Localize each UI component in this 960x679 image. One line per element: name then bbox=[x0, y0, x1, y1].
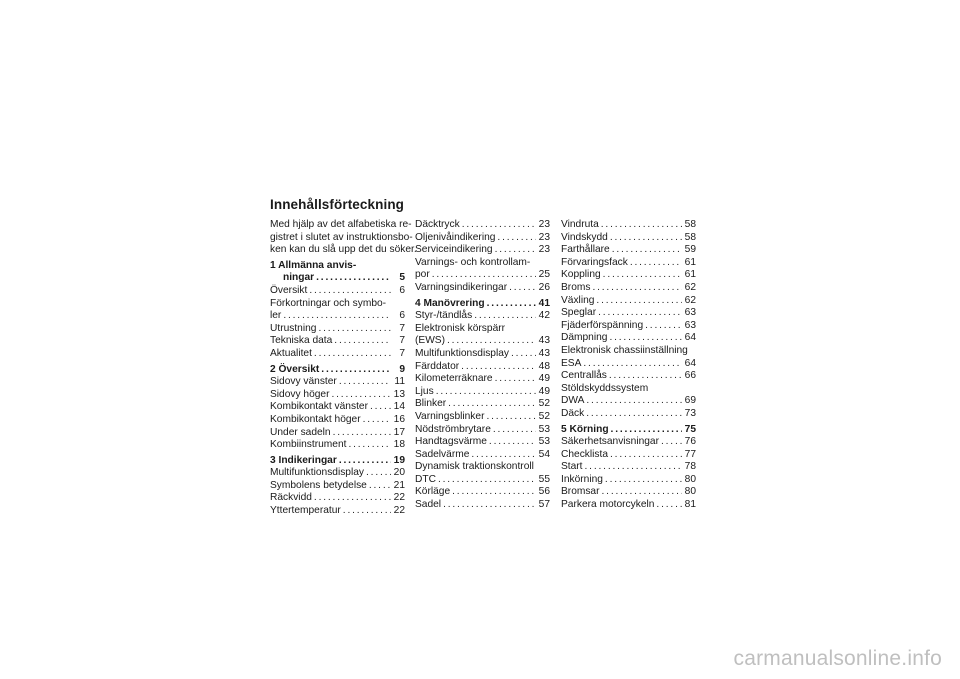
toc-entry[interactable] bbox=[561, 332, 696, 345]
toc-entry[interactable] bbox=[270, 401, 405, 414]
toc-entry[interactable] bbox=[415, 348, 550, 361]
toc-entry[interactable] bbox=[415, 244, 550, 257]
dot-leader bbox=[314, 348, 391, 361]
dot-leader bbox=[609, 370, 682, 383]
toc-entry[interactable] bbox=[561, 486, 696, 499]
toc-entry-title-line: Varnings- och kontrollam- bbox=[415, 256, 531, 268]
page-number: 23 bbox=[538, 231, 550, 243]
toc-entry-title: Färddator bbox=[415, 360, 460, 372]
toc-entry-title: Kilometerräknare bbox=[415, 373, 493, 385]
site-watermark: carmanualsonline.info bbox=[733, 647, 942, 670]
dot-leader bbox=[605, 474, 682, 487]
toc-entry[interactable] bbox=[270, 335, 405, 348]
toc-entry-title: Däck bbox=[561, 407, 585, 419]
toc-entry-title: ESA bbox=[561, 357, 582, 369]
dot-leader bbox=[610, 232, 682, 245]
toc-entry-title: Multifunktionsdisplay bbox=[270, 467, 364, 479]
toc-entry[interactable] bbox=[561, 282, 696, 295]
page-number: 53 bbox=[538, 423, 550, 435]
toc-entry-title: Symbolens betydelse bbox=[270, 479, 367, 491]
toc-entry[interactable] bbox=[270, 376, 405, 389]
toc-entry[interactable] bbox=[270, 480, 405, 493]
page-number: 6 bbox=[399, 310, 405, 322]
dot-leader bbox=[321, 364, 391, 377]
toc-column-2 bbox=[415, 219, 550, 512]
toc-entry-title: 5 Körning bbox=[561, 423, 609, 435]
dot-leader bbox=[462, 219, 536, 232]
toc-entry-title: Parkera motorcykeln bbox=[561, 499, 655, 511]
page-number: 73 bbox=[684, 407, 696, 419]
toc-entry-title: Nödströmbrytare bbox=[415, 423, 491, 435]
toc-entry[interactable] bbox=[561, 383, 696, 408]
toc-entry-title: Vindruta bbox=[561, 219, 599, 230]
dot-leader bbox=[610, 449, 682, 462]
page-number: 7 bbox=[399, 335, 405, 347]
dot-leader bbox=[452, 486, 536, 499]
page-title: Innehållsförteckning bbox=[270, 197, 405, 212]
toc-entry-title: Speglar bbox=[561, 307, 597, 319]
toc-entry[interactable] bbox=[561, 449, 696, 462]
toc-entry-title: 3 Indikeringar bbox=[270, 454, 337, 466]
toc-entry[interactable] bbox=[415, 398, 550, 411]
toc-entries-2 bbox=[415, 219, 550, 512]
page-number: 19 bbox=[393, 454, 405, 466]
toc-entry[interactable] bbox=[561, 244, 696, 257]
dot-leader bbox=[314, 492, 391, 505]
toc-entry[interactable] bbox=[415, 361, 550, 374]
dot-leader bbox=[592, 282, 682, 295]
dot-leader bbox=[436, 386, 536, 399]
toc-entry-title-line: Stöldskyddssystem bbox=[561, 382, 649, 394]
toc-entry[interactable] bbox=[415, 486, 550, 499]
dot-leader bbox=[487, 298, 536, 311]
toc-entry-title: Däcktryck bbox=[415, 219, 460, 230]
toc-entry[interactable] bbox=[415, 461, 550, 486]
toc-entry-title: Säkerhetsanvisningar bbox=[561, 436, 659, 448]
dot-leader bbox=[438, 474, 536, 487]
page-number: 23 bbox=[538, 219, 550, 230]
toc-chapter[interactable] bbox=[270, 364, 405, 377]
page-number: 49 bbox=[538, 373, 550, 385]
page-number: 5 bbox=[399, 272, 405, 284]
dot-leader bbox=[509, 282, 536, 295]
dot-leader bbox=[493, 424, 536, 437]
page-number: 49 bbox=[538, 385, 550, 397]
toc-entry[interactable] bbox=[270, 323, 405, 336]
toc-entry-title-line: Dynamisk traktionskontroll bbox=[415, 461, 534, 473]
toc-entry[interactable] bbox=[561, 295, 696, 308]
page-number: 7 bbox=[399, 347, 405, 359]
toc-column-3 bbox=[561, 219, 696, 512]
toc-entry-title: Fjäderförspänning bbox=[561, 319, 644, 331]
intro-text bbox=[270, 219, 417, 257]
page-number: 80 bbox=[684, 486, 696, 498]
page-number: 9 bbox=[399, 363, 405, 375]
dot-leader bbox=[596, 295, 682, 308]
toc-entry[interactable] bbox=[270, 348, 405, 361]
dot-leader bbox=[283, 310, 391, 323]
toc-entry-title: Kombiinstrument bbox=[270, 439, 347, 451]
page-number: 77 bbox=[684, 448, 696, 460]
toc-entry-title: Checklista bbox=[561, 448, 608, 460]
page-number: 6 bbox=[399, 284, 405, 296]
toc-entry-title-line: Elektronisk körspärr bbox=[415, 322, 506, 334]
toc-entry-title: ler bbox=[270, 310, 282, 322]
page-number: 20 bbox=[393, 467, 405, 479]
toc-entry[interactable] bbox=[561, 345, 696, 370]
page-number: 62 bbox=[684, 281, 696, 293]
toc-entry[interactable] bbox=[270, 467, 405, 480]
toc-entry[interactable] bbox=[415, 411, 550, 424]
toc-entry[interactable] bbox=[561, 257, 696, 270]
toc-entry-title: Sidovy höger bbox=[270, 388, 330, 400]
dot-leader bbox=[369, 480, 391, 493]
toc-entry-title: 4 Manövrering bbox=[415, 297, 485, 309]
dot-leader bbox=[603, 269, 682, 282]
toc-entry[interactable] bbox=[415, 310, 550, 323]
toc-entry-title: Koppling bbox=[561, 269, 601, 281]
dot-leader bbox=[661, 436, 682, 449]
toc-entry-title: Tekniska data bbox=[270, 335, 333, 347]
dot-leader bbox=[612, 244, 682, 257]
toc-entry[interactable] bbox=[270, 389, 405, 402]
toc-entry[interactable] bbox=[270, 427, 405, 440]
dot-leader bbox=[339, 376, 391, 389]
dot-leader bbox=[331, 389, 391, 402]
page-number: 75 bbox=[684, 423, 696, 435]
toc-entry-title: DWA bbox=[561, 395, 585, 407]
toc-entries-3 bbox=[561, 219, 696, 512]
page-number: 25 bbox=[538, 269, 550, 281]
dot-leader bbox=[309, 285, 391, 298]
toc-entry-title: Blinker bbox=[415, 398, 447, 410]
dot-leader bbox=[432, 269, 536, 282]
toc-entry[interactable] bbox=[415, 323, 550, 348]
toc-entry[interactable] bbox=[415, 499, 550, 512]
toc-entry-title: Multifunktionsdisplay bbox=[415, 347, 509, 359]
dot-leader bbox=[656, 499, 682, 512]
page-number: 78 bbox=[684, 461, 696, 473]
dot-leader bbox=[645, 320, 682, 333]
page-number: 22 bbox=[393, 492, 405, 504]
page-number: 54 bbox=[538, 448, 550, 460]
dot-leader bbox=[343, 505, 391, 518]
page-number: 61 bbox=[684, 269, 696, 281]
page-number: 66 bbox=[684, 370, 696, 382]
toc-entry[interactable] bbox=[415, 436, 550, 449]
toc-entry[interactable] bbox=[415, 424, 550, 437]
toc-entry-title: Start bbox=[561, 461, 583, 473]
dot-leader bbox=[448, 398, 536, 411]
dot-leader bbox=[334, 335, 391, 348]
page-number: 18 bbox=[393, 439, 405, 451]
toc-entry[interactable] bbox=[561, 461, 696, 474]
toc-entry[interactable] bbox=[270, 285, 405, 298]
dot-leader bbox=[318, 323, 391, 336]
dot-leader bbox=[339, 455, 391, 468]
toc-entry-title: Styr-/tändlås bbox=[415, 310, 473, 322]
dot-leader bbox=[471, 449, 536, 462]
toc-entries-1 bbox=[270, 260, 405, 518]
dot-leader bbox=[447, 335, 536, 348]
dot-leader bbox=[602, 486, 683, 499]
page-number: 62 bbox=[684, 294, 696, 306]
toc-entry-title: Växling bbox=[561, 294, 595, 306]
toc-entry-title: Inkörning bbox=[561, 473, 603, 485]
page-number: 64 bbox=[684, 357, 696, 369]
toc-entry-title: Kombikontakt höger bbox=[270, 413, 361, 425]
dot-leader bbox=[370, 401, 391, 414]
dot-leader bbox=[497, 232, 536, 245]
toc-entry-title: Yttertemperatur bbox=[270, 505, 341, 517]
toc-chapter[interactable] bbox=[270, 455, 405, 468]
dot-leader bbox=[366, 467, 391, 480]
toc-entry[interactable] bbox=[561, 320, 696, 333]
toc-chapter[interactable] bbox=[270, 260, 405, 285]
dot-leader bbox=[495, 373, 536, 386]
dot-leader bbox=[511, 348, 536, 361]
toc-entry[interactable] bbox=[415, 449, 550, 462]
toc-entry[interactable] bbox=[415, 373, 550, 386]
page-number: 52 bbox=[538, 398, 550, 410]
toc-entry-title: DTC bbox=[415, 473, 436, 485]
toc-entry-title: Handtagsvärme bbox=[415, 436, 487, 448]
toc-entry-title: Aktualitet bbox=[270, 347, 312, 359]
toc-entry-title: Varningsblinker bbox=[415, 410, 485, 422]
page-number: 63 bbox=[684, 319, 696, 331]
toc-entry-title: Oljenivåindikering bbox=[415, 231, 496, 243]
toc-entry[interactable] bbox=[270, 298, 405, 323]
toc-entry-title-line: 1 Allmänna anvis- bbox=[270, 259, 357, 271]
page-number: 76 bbox=[684, 436, 696, 448]
page-number: 53 bbox=[538, 436, 550, 448]
toc-entry-title: Sidovy vänster bbox=[270, 376, 337, 388]
dot-leader bbox=[461, 361, 536, 374]
toc-entry-title: Översikt bbox=[270, 284, 308, 296]
page-number: 58 bbox=[684, 231, 696, 243]
intro-line: ken kan du slå upp det du söker. bbox=[270, 244, 417, 256]
toc-entry[interactable] bbox=[561, 307, 696, 320]
toc-entry-title: ningar bbox=[283, 272, 315, 284]
toc-chapter[interactable] bbox=[415, 298, 550, 311]
page-number: 69 bbox=[684, 395, 696, 407]
page-number: 52 bbox=[538, 410, 550, 422]
toc-entry-title-line: Förkortningar och symbo- bbox=[270, 297, 387, 309]
toc-entry[interactable] bbox=[561, 436, 696, 449]
dot-leader bbox=[583, 358, 682, 371]
dot-leader bbox=[586, 408, 682, 421]
dot-leader bbox=[598, 307, 682, 320]
toc-entry-title-line: Elektronisk chassiinställning bbox=[561, 344, 688, 356]
toc-entry-title: Utrustning bbox=[270, 322, 317, 334]
dot-leader bbox=[489, 436, 536, 449]
page-number: 41 bbox=[538, 297, 550, 309]
toc-entry[interactable] bbox=[415, 219, 550, 232]
page-number: 61 bbox=[684, 256, 696, 268]
page-number: 64 bbox=[684, 332, 696, 344]
toc-entry[interactable] bbox=[270, 492, 405, 505]
toc-entry[interactable] bbox=[415, 232, 550, 245]
page-number: 21 bbox=[393, 479, 405, 491]
toc-entry-title: Sadel bbox=[415, 499, 442, 511]
page-number: 59 bbox=[684, 244, 696, 256]
intro-line: gistret i slutet av instruktionsbo- bbox=[270, 231, 413, 243]
dot-leader bbox=[586, 395, 682, 408]
toc-entry[interactable] bbox=[270, 439, 405, 452]
dot-leader bbox=[474, 310, 536, 323]
dot-leader bbox=[443, 499, 536, 512]
page-number: 81 bbox=[684, 499, 696, 511]
page-number: 56 bbox=[538, 486, 550, 498]
page-number: 57 bbox=[538, 499, 550, 511]
page-number: 22 bbox=[393, 505, 405, 517]
page-number: 11 bbox=[394, 376, 405, 388]
toc-column-1 bbox=[270, 219, 417, 518]
toc-entry[interactable] bbox=[270, 414, 405, 427]
toc-entry-title: 2 Översikt bbox=[270, 363, 320, 375]
page-number: 17 bbox=[393, 426, 405, 438]
dot-leader bbox=[486, 411, 536, 424]
toc-entry-title: Centrallås bbox=[561, 370, 607, 382]
toc-entry-title: Under sadeln bbox=[270, 426, 331, 438]
toc-entry-title: Sadelvärme bbox=[415, 448, 470, 460]
page-number: 55 bbox=[538, 473, 550, 485]
page-number: 7 bbox=[399, 322, 405, 334]
toc-entry-title: Förvaringsfack bbox=[561, 256, 628, 268]
toc-entry[interactable] bbox=[561, 499, 696, 512]
dot-leader bbox=[316, 272, 391, 285]
toc-entry-title: Farthållare bbox=[561, 244, 610, 256]
page-number: 26 bbox=[538, 281, 550, 293]
toc-entry-title: Dämpning bbox=[561, 332, 608, 344]
toc-entry-title: Broms bbox=[561, 281, 591, 293]
toc-entry[interactable] bbox=[415, 257, 550, 282]
dot-leader bbox=[348, 439, 391, 452]
toc-entry[interactable] bbox=[561, 219, 696, 232]
dot-leader bbox=[601, 219, 682, 232]
toc-entry-title: Ljus bbox=[415, 385, 434, 397]
dot-leader bbox=[495, 244, 536, 257]
page-number: 80 bbox=[684, 473, 696, 485]
page-number: 48 bbox=[538, 360, 550, 372]
page-number: 58 bbox=[684, 219, 696, 230]
toc-entry-title: Kombikontakt vänster bbox=[270, 401, 368, 413]
toc-entry[interactable] bbox=[561, 370, 696, 383]
dot-leader bbox=[611, 424, 682, 437]
toc-entry-title: por bbox=[415, 269, 430, 281]
toc-entry-title: Vindskydd bbox=[561, 231, 608, 243]
toc-entry[interactable] bbox=[561, 269, 696, 282]
intro-line: Med hjälp av det alfabetiska re- bbox=[270, 219, 412, 230]
toc-chapter[interactable] bbox=[561, 424, 696, 437]
toc-entry-title: Serviceindikering bbox=[415, 244, 493, 256]
toc-entry[interactable] bbox=[415, 282, 550, 295]
toc-entry-title: Varningsindikeringar bbox=[415, 281, 508, 293]
dot-leader bbox=[609, 332, 682, 345]
dot-leader bbox=[630, 257, 682, 270]
toc-entry[interactable] bbox=[270, 505, 405, 518]
toc-entry-title: (EWS) bbox=[415, 335, 445, 347]
toc-entry-title: Bromsar bbox=[561, 486, 600, 498]
dot-leader bbox=[585, 461, 682, 474]
dot-leader bbox=[333, 427, 391, 440]
page-number: 43 bbox=[538, 335, 550, 347]
page-number: 16 bbox=[393, 413, 405, 425]
toc-entry[interactable] bbox=[561, 232, 696, 245]
page-number: 14 bbox=[393, 401, 405, 413]
page-number: 13 bbox=[393, 388, 405, 400]
toc-entry-title: Körläge bbox=[415, 486, 451, 498]
toc-entry[interactable] bbox=[561, 474, 696, 487]
page-number: 42 bbox=[538, 310, 550, 322]
toc-entry[interactable] bbox=[561, 408, 696, 421]
toc-entry[interactable] bbox=[415, 386, 550, 399]
page-number: 43 bbox=[538, 347, 550, 359]
page-number: 23 bbox=[538, 244, 550, 256]
toc-entry-title: Räckvidd bbox=[270, 492, 312, 504]
dot-leader bbox=[363, 414, 391, 427]
page-number: 63 bbox=[684, 307, 696, 319]
